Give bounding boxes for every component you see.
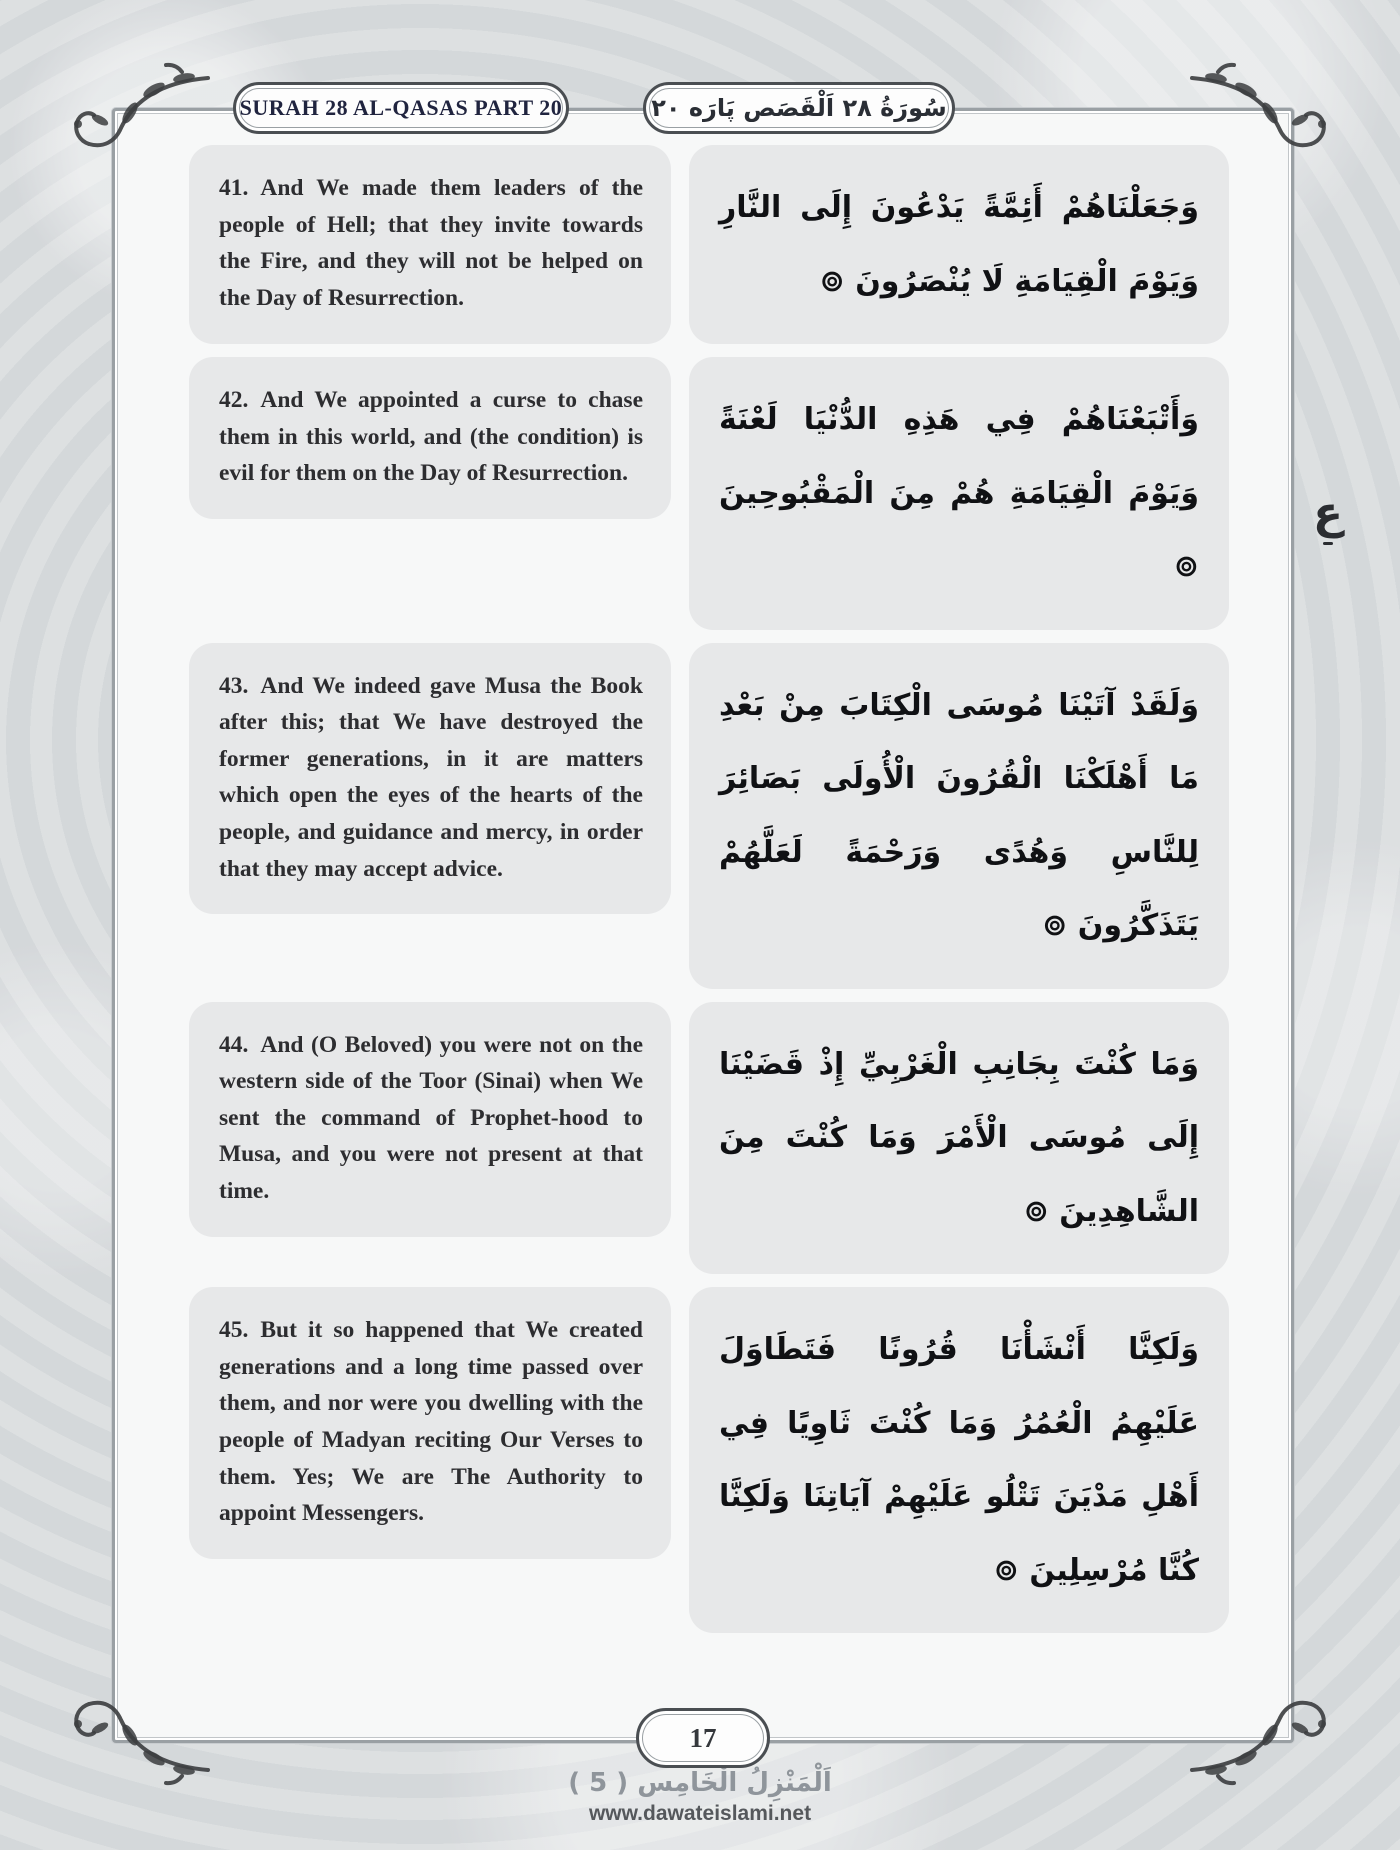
verse-43-english-text: And We indeed gave Musa the Book after this; that We have destroyed the former generations, in it are matters which open the eyes of the hearts of the people, and guidance and mercy, in order that they may accept advice. (219, 672, 643, 882)
verse-44-english-text: And (O Beloved) you were not on the western side of the Toor (Sinai) when We sent the command of Prophet-hood to Musa, and you were not present at that time. (219, 1031, 643, 1205)
page-border-frame (112, 94, 1294, 1753)
verse-42-arabic: وَأَتْبَعْنَاهُمْ فِي هَذِهِ الدُّنْيَا لَعْنَةً وَيَوْمَ الْقِيَامَةِ هُمْ مِنَ الْمَقْبُوحِينَ ⊚ (689, 357, 1229, 630)
header-title-english (233, 82, 569, 134)
verse-45-english-text: But it so happened that We created generations and a long time passed over them, and nor were you dwelling with the people of Madyan reciting Our Verses to them. Yes; We are The Authority to appoint Messengers. (219, 1317, 643, 1527)
verse-44-arabic: وَمَا كُنْتَ بِجَانِبِ الْغَرْبِيِّ إِذْ قَضَيْنَا إِلَى مُوسَى الْأَمْرَ وَمَا كُنْتَ مِنَ الشَّاهِدِينَ ⊚ (689, 1002, 1229, 1275)
verse-42-translation (189, 357, 671, 519)
verse-41-arabic: وَجَعَلْنَاهُمْ أَئِمَّةً يَدْعُونَ إِلَى النَّارِ وَيَوْمَ الْقِيَامَةِ لَا يُنْصَرُونَ ⊚ (689, 145, 1229, 344)
verse-45-arabic: وَلَكِنَّا أَنْشَأْنَا قُرُونًا فَتَطَاوَلَ عَلَيْهِمُ الْعُمُرُ وَمَا كُنْتَ ثَاوِيًا فِي أَهْلِ مَدْيَنَ تَتْلُو عَلَيْهِمْ آيَاتِنَا وَلَكِنَّا كُنَّا مُرْسِلِينَ ⊚ (689, 1287, 1229, 1633)
verse-41-translation (189, 145, 671, 344)
page-number-badge (636, 1708, 770, 1768)
page-footer (0, 1768, 1400, 1826)
website-text: www.dawateislami.net (588, 1802, 812, 1826)
verse-row-42 (189, 357, 1229, 630)
page-content (115, 111, 1291, 1740)
manzil-label: اَلْمَنْزِلُ الْخَامِس ( 5 ) (568, 1768, 832, 1798)
page-number: 17 (689, 1722, 717, 1753)
ruku-marker: ع (1298, 492, 1358, 545)
verse-41-english-text: And We made them leaders of the people of Hell; that they invite towards the Fire, and they will not be helped on the Day of Resurrection. (219, 175, 643, 311)
verse-43-number: 43. (219, 672, 249, 699)
verse-row-43 (189, 643, 1229, 989)
verse-42-number: 42. (219, 387, 249, 413)
verse-44-number: 44. (219, 1031, 249, 1058)
header-title-english-label: SURAH 28 AL-QASAS PART 20 (239, 95, 563, 120)
verse-row-45 (189, 1287, 1229, 1633)
verse-44-translation (189, 1002, 671, 1237)
verse-row-44 (189, 1002, 1229, 1275)
header-title-arabic-label: سُورَةُ ٢٨ اَلْقَصَص پَارَه ٢٠ (651, 94, 947, 122)
verse-rows (189, 145, 1229, 1633)
header-title-arabic (643, 82, 955, 134)
verse-45-translation (189, 1287, 671, 1559)
verse-row-41 (189, 145, 1229, 344)
verse-43-translation (189, 643, 671, 915)
verse-45-number: 45. (219, 1317, 249, 1343)
verse-41-number: 41. (219, 175, 249, 201)
verse-42-english-text: And We appointed a curse to chase them in this world, and (the condition) is evil for them on the Day of Resurrection. (219, 387, 643, 487)
verse-43-arabic: وَلَقَدْ آتَيْنَا مُوسَى الْكِتَابَ مِنْ بَعْدِ مَا أَهْلَكْنَا الْقُرُونَ الْأُولَى بَصَائِرَ لِلنَّاسِ وَهُدًى وَرَحْمَةً لَعَلَّهُمْ يَتَذَكَّرُونَ ⊚ (689, 643, 1229, 989)
